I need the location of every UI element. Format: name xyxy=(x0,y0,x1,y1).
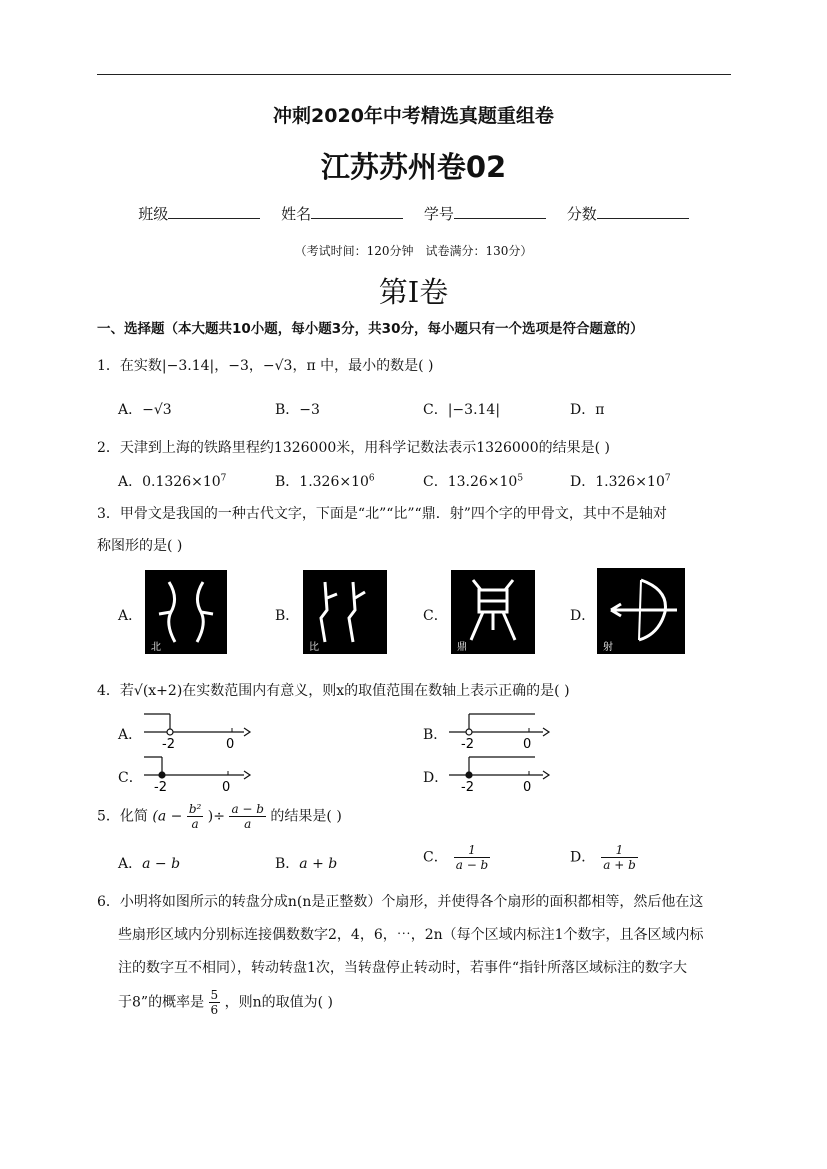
q1-option-d[interactable]: D．π xyxy=(570,402,605,418)
tick-0: 0 xyxy=(523,780,532,795)
tick-0: 0 xyxy=(222,780,231,795)
name-blank[interactable] xyxy=(311,204,403,219)
q6-line4: 于8”的概率是 $\frac{5}{6}$ ，则n的取值为( ) xyxy=(118,988,334,1017)
tick-neg2: -2 xyxy=(162,737,175,752)
q2-option-a[interactable]: A．$0.1326\times 10^7$ xyxy=(118,473,227,490)
q4-option-d[interactable]: D． xyxy=(423,770,449,786)
q3-stem-line2: 称图形的是( ) xyxy=(97,538,183,554)
exam-info: （考试时间：120分钟 试卷满分：130分） xyxy=(294,244,533,258)
q4-stem: 4．若√(x+2)在实数范围内有意义，则x的取值范围在数轴上表示正确的是( ) xyxy=(97,683,570,699)
q3-option-a[interactable]: A． xyxy=(118,608,143,624)
char-label-bi: 比 xyxy=(309,642,319,653)
q2-exp-d: 7 xyxy=(664,473,671,484)
char-label-bei: 北 xyxy=(151,642,161,653)
char-label-she: 射 xyxy=(603,642,613,653)
field-name: 姓名 xyxy=(281,205,403,223)
part-heading: 第Ⅰ卷 xyxy=(378,275,449,309)
tick-neg2: -2 xyxy=(461,737,474,752)
header-rule xyxy=(97,74,731,75)
q5-frac-amb-over-a: $\frac{a - b}{a}$ xyxy=(231,802,264,831)
field-id: 学号 xyxy=(424,205,546,223)
id-blank[interactable] xyxy=(454,204,546,219)
q4-numberline-b xyxy=(445,710,551,752)
q2-exp-c: 5 xyxy=(517,473,524,484)
q1-option-b[interactable]: B．−3 xyxy=(275,402,320,418)
q2-option-d[interactable]: D．$1.326\times 10^7$ xyxy=(570,473,671,490)
oracle-bei-image xyxy=(145,570,227,654)
student-info-fields xyxy=(0,203,827,224)
q2-stem: 2．天津到上海的铁路里程约1326000米，用科学记数法表示1326000的结果是( ) xyxy=(97,440,610,456)
q2-exp-a: 7 xyxy=(220,473,227,484)
q4-option-c[interactable]: C． xyxy=(118,770,143,786)
exam-subtitle: 冲刺2020年中考精选真题重组卷 xyxy=(273,105,554,127)
q3-stem-line1: 3．甲骨文是我国的一种古代文字，下面是“北”“比”“鼎．射”四个字的甲骨文，其中不是轴对 xyxy=(97,506,667,522)
exam-title: 江苏苏州卷02 xyxy=(320,150,507,184)
q5-stem: 5．化简 (a − $\frac{\text{b²}}{a}$ )÷ $\frac{a - b}{a}$ 的结果是( ) xyxy=(97,802,342,831)
q1-option-c[interactable]: C．|−3.14| xyxy=(423,402,501,418)
q4-numberline-d xyxy=(445,753,551,795)
q2-option-b[interactable]: B．$1.326\times 10^6$ xyxy=(275,473,375,490)
q3-option-d[interactable]: D． xyxy=(570,608,596,624)
q6-line2: 些扇形区域内分别标连接偶数数字2，4，6，⋯，2n（每个区域内标注1个数字，且各区域内标 xyxy=(118,927,704,943)
q3-option-b[interactable]: B． xyxy=(275,608,300,624)
q5-option-d[interactable]: D． $\frac{1}{a + b}$ xyxy=(570,843,636,872)
q4-option-b[interactable]: B． xyxy=(423,727,448,743)
field-class: 班级 xyxy=(138,205,260,223)
q1-stem: 1．在实数|−3.14|，−3，−√3，π 中，最小的数是( ) xyxy=(97,358,434,374)
q2-option-c[interactable]: C．$13.26\times 10^5$ xyxy=(423,473,524,490)
q4-numberline-a xyxy=(140,710,252,752)
char-label-ding: 鼎 xyxy=(457,642,467,653)
q5-option-c[interactable]: C． $\frac{1}{a - b}$ xyxy=(423,843,489,872)
tick-neg2: -2 xyxy=(154,780,167,795)
section-heading: 一、选择题（本大题共10小题，每小题3分，共30分，每小题只有一个选项是符合题意的） xyxy=(97,321,644,337)
q4-option-a[interactable]: A． xyxy=(118,727,143,743)
q4-numberline-c xyxy=(140,753,252,795)
field-score: 分数 xyxy=(567,205,689,223)
q3-option-c[interactable]: C． xyxy=(423,608,448,624)
q6-line3: 注的数字互不相同），转动转盘1次，当转盘停止转动时，若事件“指针所落区域标注的数字大 xyxy=(118,960,688,976)
oracle-bi-image xyxy=(303,570,387,654)
q5-frac-b2-over-a: $\frac{\text{b²}}{a}$ xyxy=(188,802,202,831)
q5-option-a[interactable]: A．a − b xyxy=(118,856,181,872)
oracle-ding-image xyxy=(451,570,535,654)
q1-option-a[interactable]: A．−√3 xyxy=(118,402,172,418)
tick-0: 0 xyxy=(226,737,235,752)
score-blank[interactable] xyxy=(597,204,689,219)
q2-exp-b: 6 xyxy=(368,473,375,484)
oracle-she-image xyxy=(597,568,685,654)
q6-line1: 6．小明将如图所示的转盘分成n(n是正整数）个扇形，并使得各个扇形的面积都相等，然后他在这 xyxy=(97,894,704,910)
q5-option-b[interactable]: B．a + b xyxy=(275,856,338,872)
class-blank[interactable] xyxy=(168,204,260,219)
tick-neg2: -2 xyxy=(461,780,474,795)
tick-0: 0 xyxy=(523,737,532,752)
